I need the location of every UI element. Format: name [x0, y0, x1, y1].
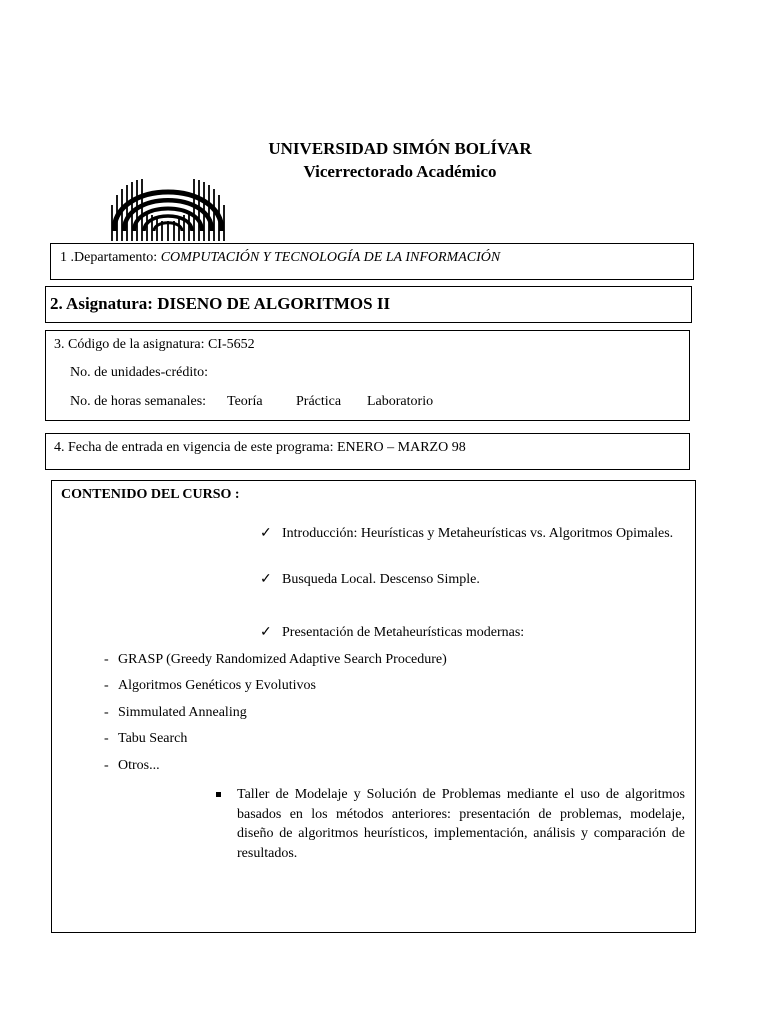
creditos-label: No. de unidades-crédito:: [70, 365, 209, 380]
fecha-label: 4. Fecha de entrada en vigencia de este programa:: [54, 440, 334, 455]
fecha-line: [54, 440, 466, 456]
list-item-dash-4: [104, 731, 187, 747]
check-item-text: Presentación de Metaheurísticas modernas:: [282, 625, 525, 640]
teoria-label: Teoría: [227, 394, 263, 409]
list-item-check-2: [260, 571, 685, 589]
dash-item-text: GRASP (Greedy Randomized Adaptive Search Procedure): [118, 652, 447, 667]
fecha-value: ENERO – MARZO 98: [336, 440, 466, 455]
departamento-line: [60, 250, 500, 266]
vicerrectorado-title: Vicerrectorado Académico: [303, 162, 497, 181]
check-item-text: Busqueda Local. Descenso Simple.: [282, 572, 480, 587]
list-item-dash-3: [104, 705, 247, 721]
departamento-value: COMPUTACIÓN Y TECNOLOGÍA DE LA INFORMACIÓN: [160, 250, 501, 265]
university-title: UNIVERSIDAD SIMÓN BOLÍVAR: [268, 139, 532, 158]
list-item-check-1: [260, 525, 685, 543]
dash-bullet: -: [104, 731, 109, 746]
checkmark-icon: ✓: [260, 526, 272, 541]
horas-label: No. de horas semanales:: [70, 394, 207, 409]
fecha-box: [45, 433, 690, 470]
dash-bullet: -: [104, 652, 109, 667]
laboratorio-label: Laboratorio: [367, 394, 434, 409]
departamento-label: 1 .Departamento:: [60, 250, 158, 265]
codigo-line: [54, 337, 255, 353]
list-item-dash-1: [104, 652, 447, 668]
list-item-dash-5: [104, 758, 160, 774]
asignatura-box: [45, 286, 692, 323]
dash-item-text: Simmulated Annealing: [118, 705, 247, 720]
check-item-text: Introducción: Heurísticas y Metaheurísticas vs. Algoritmos Opimales.: [282, 526, 674, 541]
taller-paragraph: Taller de Modelaje y Solución de Problemas mediante el uso de algoritmos basados en los métodos anteriores: presentación de problemas, modelaje, diseño de algoritmos heurísticos, implementación, análisis y comparación de resultados.: [237, 787, 685, 861]
university-logo: [106, 165, 230, 243]
codigo-label: 3. Código de la asignatura:: [54, 337, 205, 352]
codigo-box: [45, 330, 690, 421]
checkmark-icon: ✓: [260, 625, 272, 640]
asignatura-label: 2. Asignatura:: [50, 294, 153, 313]
asignatura-line: [50, 294, 390, 314]
square-bullet-icon: [216, 792, 221, 797]
list-item-dash-2: [104, 678, 316, 694]
dash-item-text: Otros...: [118, 758, 160, 773]
practica-label: Práctica: [296, 394, 342, 409]
dash-bullet: -: [104, 678, 109, 693]
codigo-value: CI-5652: [207, 337, 255, 352]
dash-bullet: -: [104, 705, 109, 720]
asignatura-value: DISENO DE ALGORITMOS II: [157, 294, 391, 313]
departamento-box: [50, 243, 694, 280]
contenido-title: CONTENIDO DEL CURSO :: [61, 487, 240, 502]
list-item-check-3: [260, 624, 685, 642]
dash-item-text: Tabu Search: [118, 731, 188, 746]
checkmark-icon: ✓: [260, 572, 272, 587]
dash-item-text: Algoritmos Genéticos y Evolutivos: [118, 678, 316, 693]
dash-bullet: -: [104, 758, 109, 773]
